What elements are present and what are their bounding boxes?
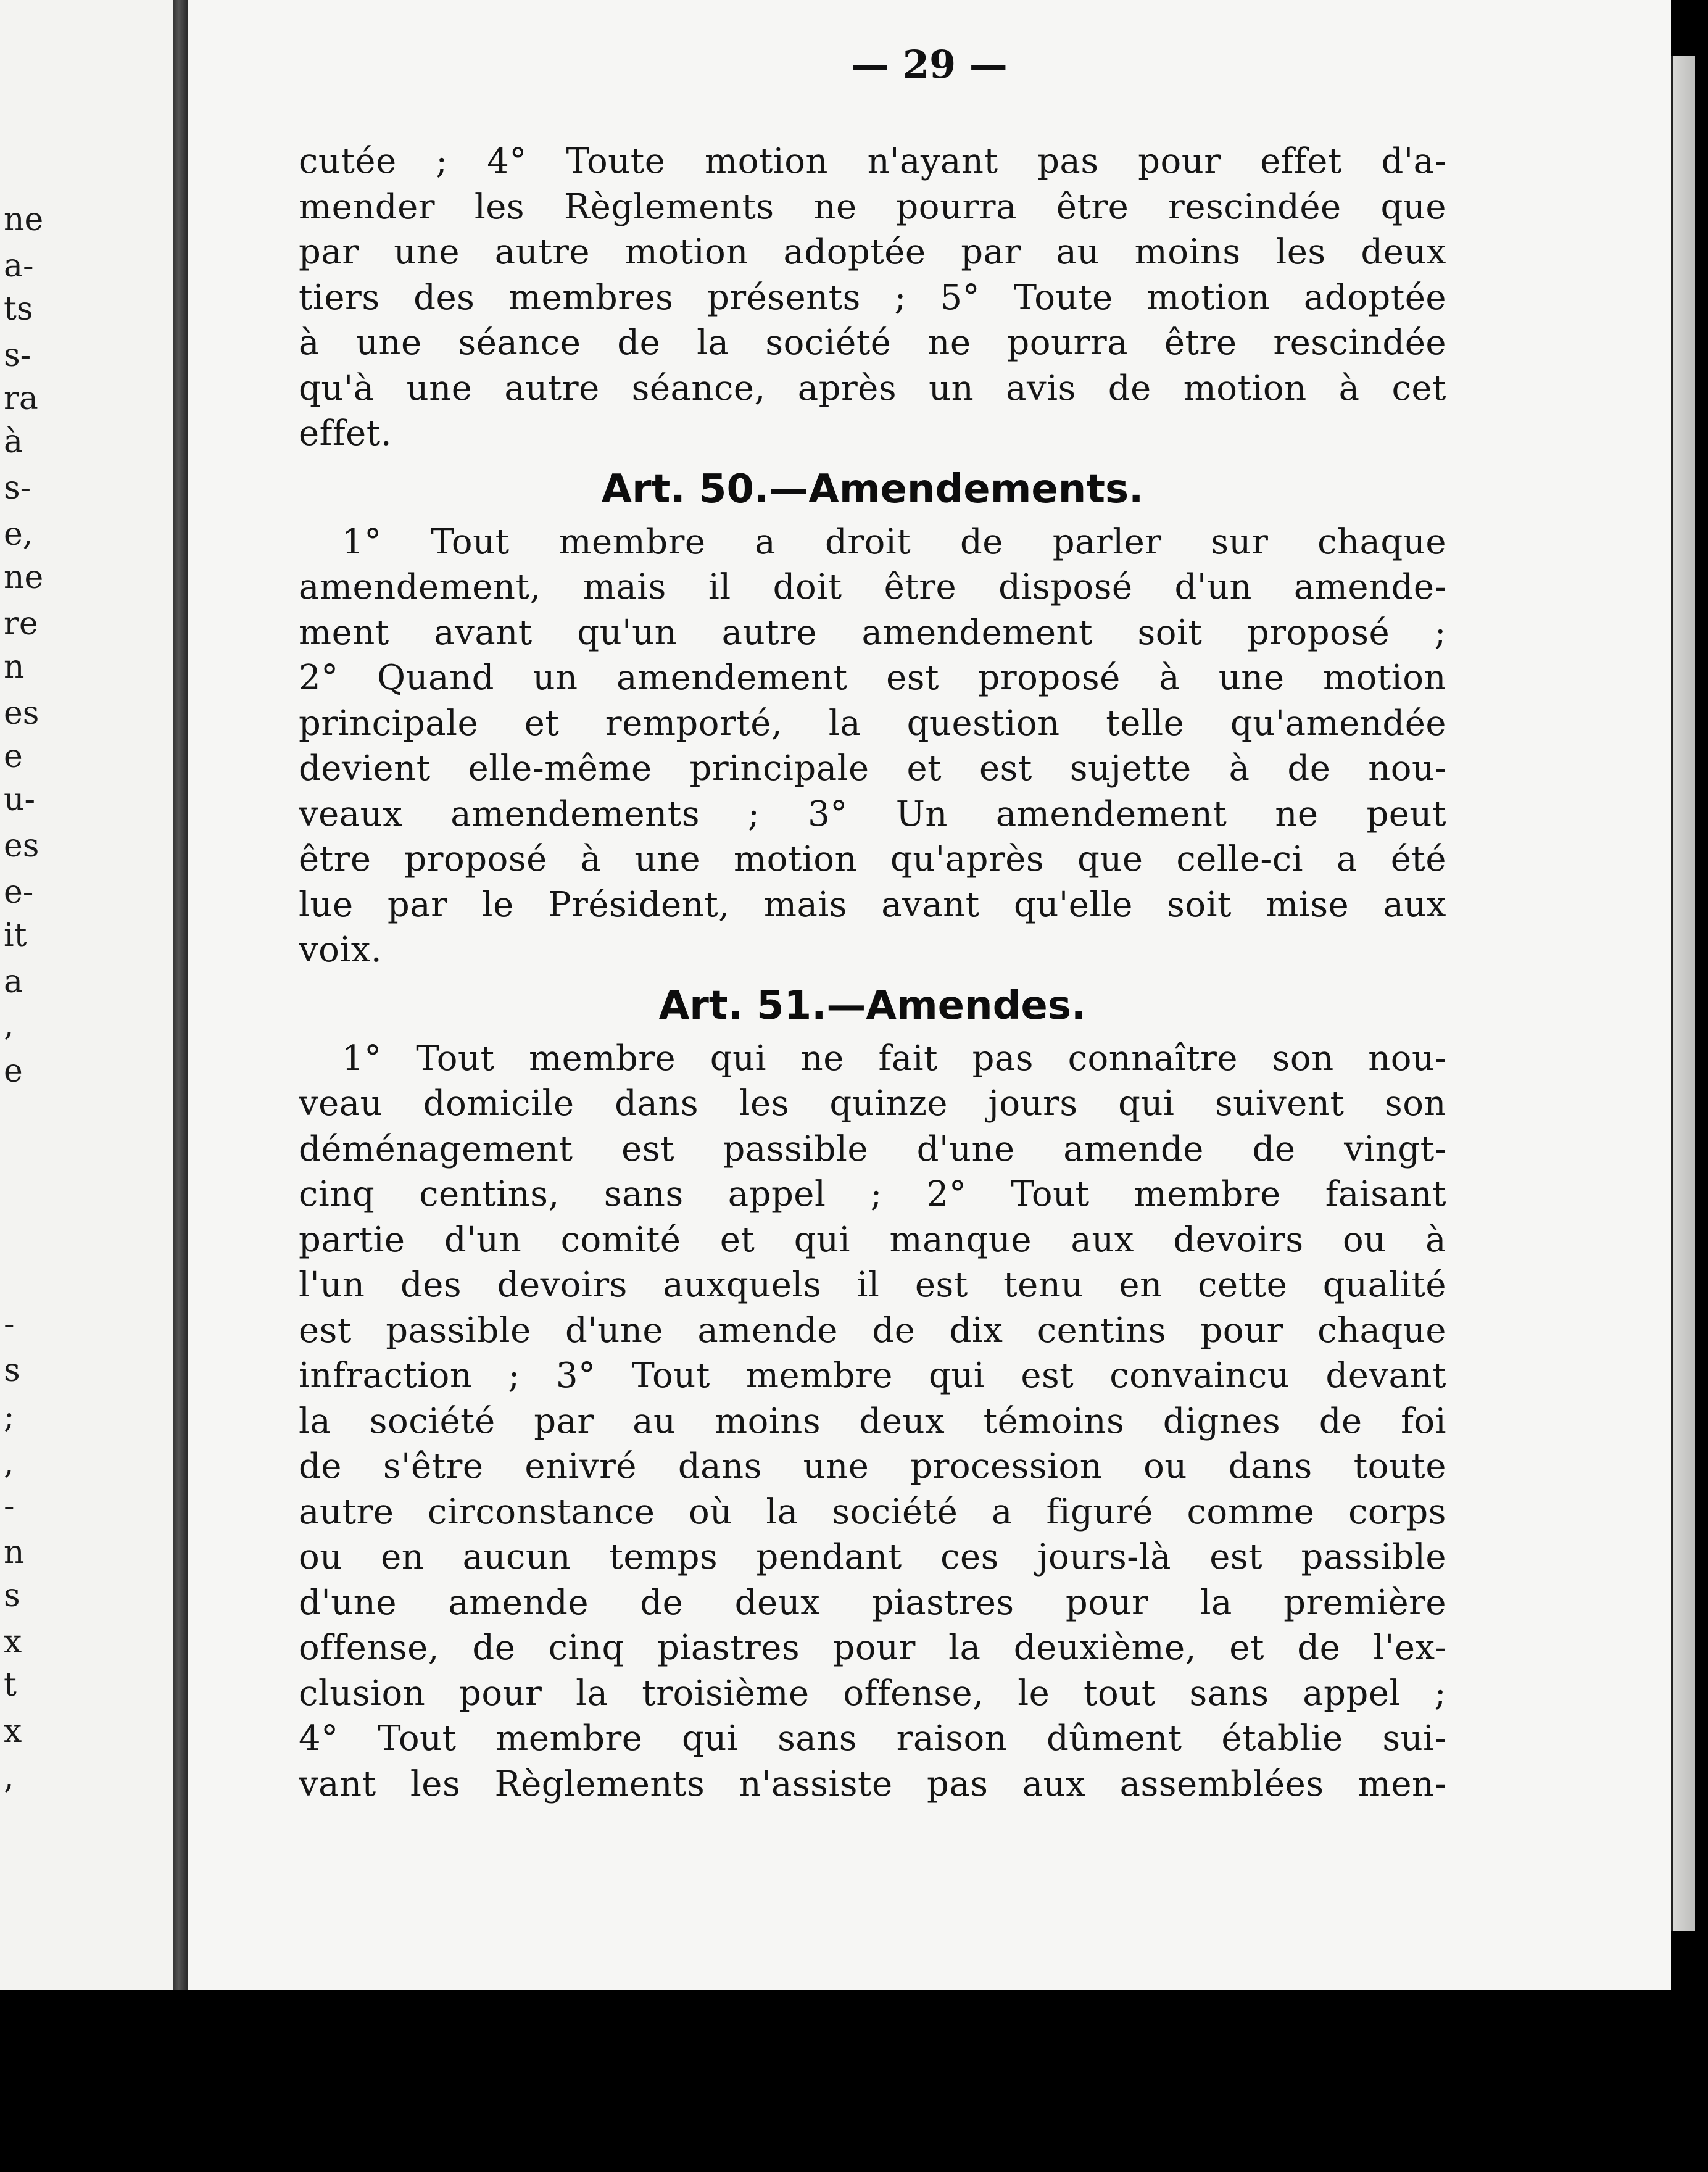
facing-page-fragment: x bbox=[4, 1713, 22, 1750]
facing-page-fragment: e bbox=[4, 738, 23, 775]
facing-page-fragment: ne bbox=[4, 559, 44, 596]
facing-page-fragment: n bbox=[4, 1534, 25, 1571]
text-line: à une séance de la société ne pourra être rescindée bbox=[299, 323, 1446, 363]
text-line: vant les Règlements n'assiste pas aux assemblées men- bbox=[299, 1764, 1446, 1804]
facing-page-fragment: e, bbox=[4, 516, 33, 553]
facing-page-fragment: ne bbox=[4, 201, 44, 238]
facing-page-fragment: x bbox=[4, 1623, 22, 1660]
facing-page-fragment: es bbox=[4, 695, 39, 732]
text-line: 4° Tout membre qui sans raison dûment établie sui- bbox=[299, 1718, 1446, 1759]
page-stack-edge bbox=[1671, 56, 1695, 1931]
facing-page-strip bbox=[0, 0, 180, 1990]
text-line: infraction ; 3° Tout membre qui est convaincu devant bbox=[299, 1356, 1446, 1396]
facing-page-fragment: ts bbox=[4, 291, 33, 328]
text-line: l'un des devoirs auxquels il est tenu en cette qualité bbox=[299, 1265, 1446, 1305]
text-line: d'une amende de deux piastres pour la première bbox=[299, 1582, 1446, 1623]
text-line: clusion pour la troisième offense, le tout sans appel ; bbox=[299, 1673, 1446, 1714]
facing-page-fragment: a bbox=[4, 963, 23, 1000]
facing-page-fragment: u- bbox=[4, 781, 36, 818]
book-page bbox=[188, 0, 1671, 1990]
text-line: autre circonstance où la société a figuré comme corps bbox=[299, 1491, 1446, 1532]
text-line: 1° Tout membre qui ne fait pas connaître son nou- bbox=[342, 1038, 1446, 1079]
text-line: partie d'un comité et qui manque aux devoirs ou à bbox=[299, 1219, 1446, 1260]
page-number: — 29 — bbox=[851, 42, 1008, 87]
article-51-heading: Art. 51.—Amendes. bbox=[658, 982, 1087, 1029]
text-line: voix. bbox=[299, 930, 383, 970]
text-line: effet. bbox=[299, 413, 392, 454]
paragraph-continuation bbox=[299, 139, 1446, 457]
facing-page-fragment: , bbox=[4, 1759, 14, 1796]
page-body bbox=[299, 139, 1446, 1807]
facing-page-fragment: s bbox=[4, 1352, 20, 1389]
facing-page-fragment: ra bbox=[4, 380, 38, 417]
facing-page-fragment: , bbox=[4, 1445, 14, 1482]
text-line: ou en aucun temps pendant ces jours-là est passible bbox=[299, 1537, 1446, 1577]
facing-page-fragment: it bbox=[4, 917, 27, 954]
text-line: 1° Tout membre a droit de parler sur chaque bbox=[342, 521, 1446, 562]
text-line: devient elle-même principale et est sujette à de nou- bbox=[299, 748, 1446, 789]
facing-page-fragment: es bbox=[4, 827, 39, 864]
facing-page-fragment: n bbox=[4, 649, 25, 686]
article-50-heading: Art. 50.—Amendements. bbox=[601, 466, 1144, 512]
text-line: par une autre motion adoptée par au moins les deux bbox=[299, 232, 1446, 272]
facing-page-fragment: s bbox=[4, 1577, 20, 1614]
text-line: la société par au moins deux témoins dignes de foi bbox=[299, 1401, 1446, 1441]
text-line: est passible d'une amende de dix centins pour chaque bbox=[299, 1310, 1446, 1351]
facing-page-fragment: à bbox=[4, 423, 23, 460]
text-line: de s'être enivré dans une procession ou dans toute bbox=[299, 1446, 1446, 1486]
text-line: principale et remporté, la question telle qu'amendée bbox=[299, 703, 1446, 744]
facing-page-fragment: s- bbox=[4, 337, 31, 374]
text-line: tiers des membres présents ; 5° Toute motion adoptée bbox=[299, 277, 1446, 318]
text-line: lue par le Président, mais avant qu'elle soit mise aux bbox=[299, 884, 1446, 925]
article-51-text bbox=[299, 1036, 1446, 1807]
text-line: veaux amendements ; 3° Un amendement ne peut bbox=[299, 794, 1446, 834]
text-line: qu'à une autre séance, après un avis de motion à cet bbox=[299, 368, 1446, 408]
facing-page-fragment: s- bbox=[4, 470, 31, 507]
facing-page-fragment: - bbox=[4, 1306, 15, 1343]
text-line: offense, de cinq piastres pour la deuxième, et de l'ex- bbox=[299, 1628, 1446, 1668]
book-gutter bbox=[173, 0, 188, 1990]
facing-page-fragment: e bbox=[4, 1053, 23, 1090]
facing-page-fragment: a- bbox=[4, 247, 34, 284]
text-line: mender les Règlements ne pourra être rescindée que bbox=[299, 186, 1446, 227]
facing-page-fragment: re bbox=[4, 605, 38, 642]
text-line: veau domicile dans les quinze jours qui suivent son bbox=[299, 1084, 1446, 1124]
text-line: déménagement est passible d'une amende de vingt- bbox=[299, 1129, 1446, 1169]
text-line: amendement, mais il doit être disposé d'un amende- bbox=[299, 567, 1446, 607]
facing-page-fragment: ; bbox=[4, 1398, 15, 1435]
facing-page-fragment: t bbox=[4, 1667, 17, 1704]
facing-page-fragment: , bbox=[4, 1006, 14, 1043]
text-line: cinq centins, sans appel ; 2° Tout membre faisant bbox=[299, 1174, 1446, 1214]
text-line: être proposé à une motion qu'après que celle-ci a été bbox=[299, 839, 1446, 879]
article-50-text bbox=[299, 520, 1446, 973]
text-line: cutée ; 4° Toute motion n'ayant pas pour effet d'a- bbox=[299, 141, 1446, 181]
text-line: 2° Quand un amendement est proposé à une motion bbox=[299, 658, 1446, 698]
facing-page-fragment: e- bbox=[4, 874, 34, 911]
text-line: ment avant qu'un autre amendement soit proposé ; bbox=[299, 612, 1446, 653]
facing-page-fragment: - bbox=[4, 1488, 15, 1525]
